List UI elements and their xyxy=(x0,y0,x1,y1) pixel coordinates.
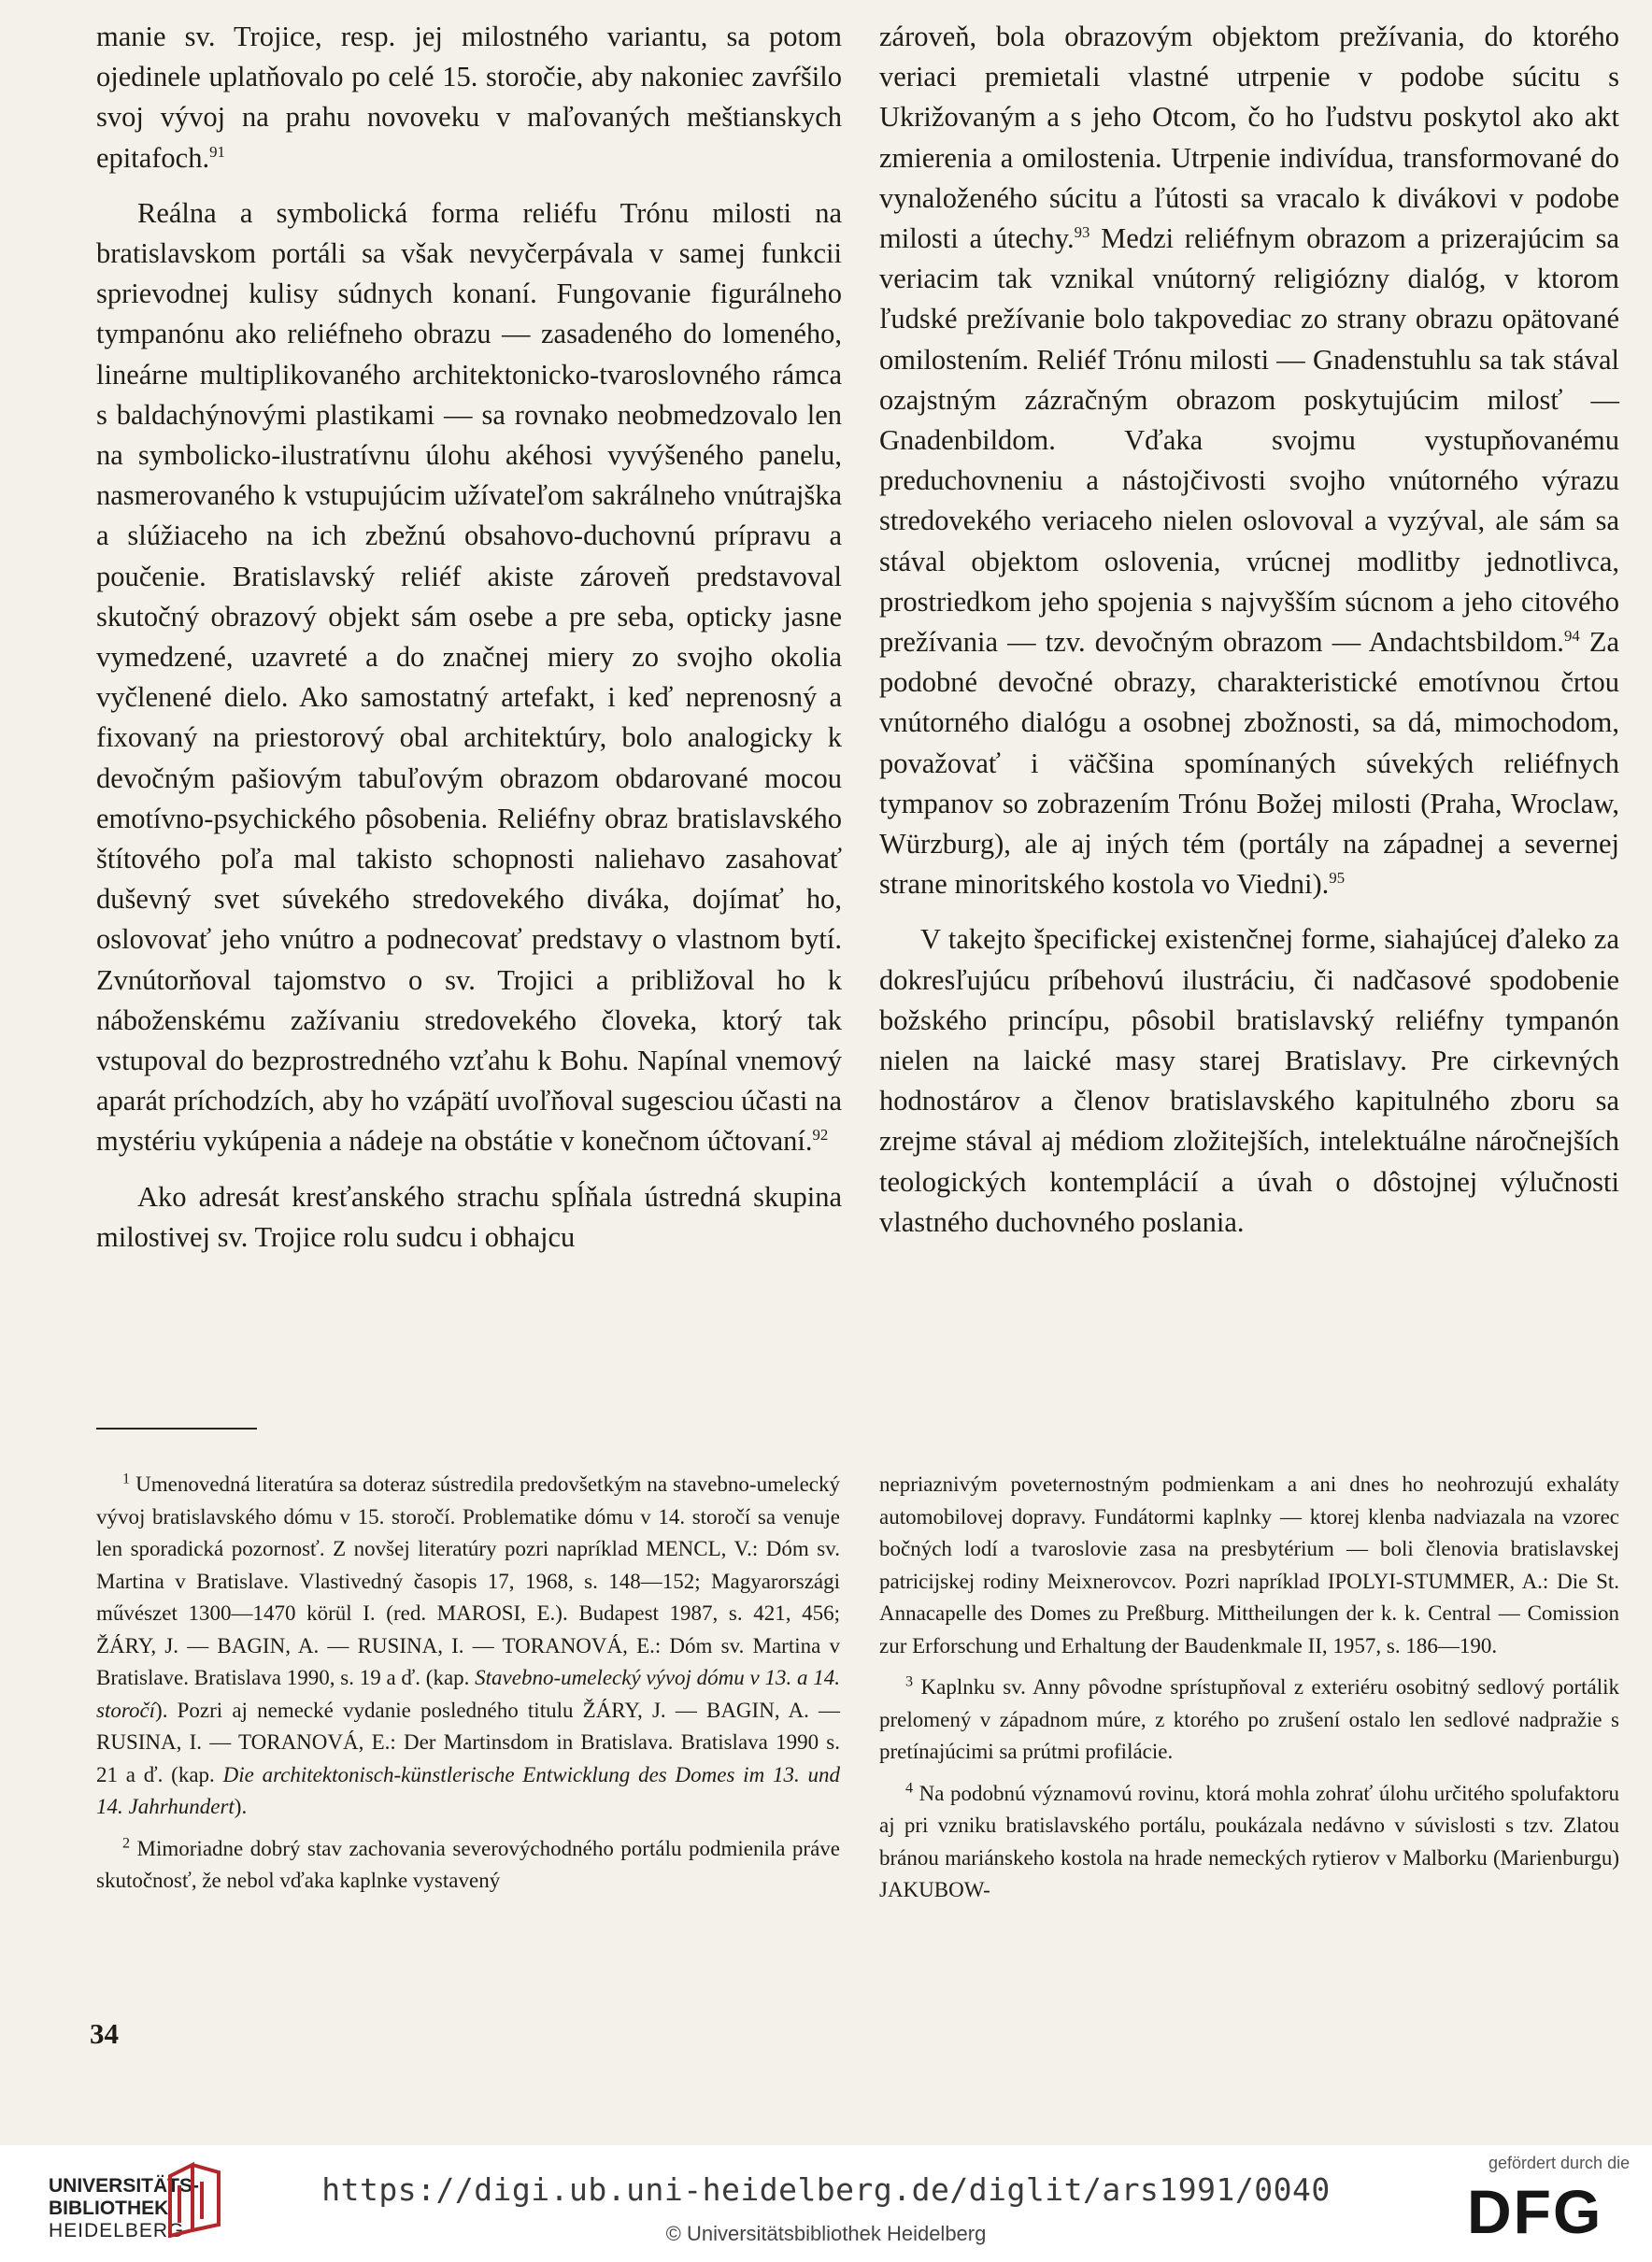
funding-label: gefördert durch die xyxy=(1488,2154,1631,2172)
footnote-continuation: nepriaznivým poveternostným podmienkam a ani dnes ho neohrozujú exhaláty automobilovej dopravy. Fundátormi kaplnky — ktorej klenba nadviazala na vzorec bočných lodí a tvaroslovie zasa na presbytérium — boli členovia bratislavskej patricijskej rodiny Meixnerovcov. Pozri napríklad IPOLYI-STUMMER, A.: Die St. Annacapelle des Domes zu Preßburg. Mittheilungen der k. k. Central — Comission zur Erforschung und Erhaltung der Baudenkmale II, 1957, s. 186—190. xyxy=(879,1472,1619,1657)
footnotes-left xyxy=(96,1469,840,1898)
footnote-ref[interactable]: 95 xyxy=(1329,869,1346,888)
footnote: $^2$ Mimoriadne dobrý stav zachovania severovýchodného portálu podmienila práve skutočnosť, že nebol vďaka kaplnke vystavený xyxy=(96,1834,841,1892)
permalink-url[interactable]: https://digi.ub.uni-heidelberg.de/diglit/ars1991/0040 xyxy=(321,2171,1331,2208)
footnote-number: 2 xyxy=(122,1834,131,1851)
footnote-separator xyxy=(96,1428,257,1430)
dfg-logo[interactable]: DFG xyxy=(1467,2177,1603,2246)
body-column-right xyxy=(879,17,1619,1243)
paragraph: zároveň, bola obrazovým objektom prežívania, do ktorého veriaci premietali vlastné utrpenie v podobe súcitu s Ukrižovaným a s jeho Otcom, čo ho ľudstvu poskytol ako akt zmierenia a omilostenia. Utrpenie indivídua, transformované do vynaloženého súcitu a ľútosti sa vracalo k divákovi v podobe milosti a útechy.$^{93}$ Medzi reliéfnym obrazom a prizerajúcim sa veriacim tak vznikal vnútorný religiózny dialóg, v ktorom ľudské prežívanie bolo takpovediac zo strany obrazu opätované omilostením. Reliéf Trónu milosti — Gnadenstuhlu sa tak stával ozajstným zázračným obrazom poskytujúcim milosť — Gnadenbildom. Vďaka svojmu vystupňovanému preduchovneniu a nástojčivosti svojho vnútorného výrazu stredovekého veriaceho nielen oslovoval a vyzýval, ale sám sa stával objektom oslovenia, vrúcnej modlitby jednotlivca, prostriedkom jeho spojenia s najvyšším súcnom a jeho citového prežívania — tzv. devočným obrazom — Andachtsbildom.$^{94}$ Za podobné devočné obrazy, charakteristické emotívnou črtou vnútorného dialógu a osobnej zbožnosti, sa dá, mimochodom, považovať i väčšina spomínaných súvekých reliéfnych tympanov so zobrazením Trónu Božej milosti (Praha, Wroclaw, Würzburg), ale aj iných tém (portály na západnej a severnej strane minoritského kostola vo Viedni).$^{95}$ xyxy=(879,21,1619,901)
paragraph: V takejto špecifickej existenčnej forme, siahajúcej ďaleko za dokresľujúcu príbehovú ilustráciu, či nadčasové spodobenie božského princípu, pôsobil bratislavský reliéfny tympanón nielen na laické masy starej Bratislavy. Pre cirkevných hodnostárov a členov bratislavského kapitulného zboru sa zrejme stával aj médiom zložitejších, intelektuálne náročnejších teologických kontemplácií a úvah o dôstojnej výlučnosti vlastného duchovného poslania. xyxy=(879,923,1619,1238)
footnote: $^3$ Kaplnku sv. Anny pôvodne sprístupňoval z exteriéru osobitný sedlový portálik prelomený v západnom múre, z ktorého po zrušení ostalo len sedlové nadpražie s pretínajúcimi sa prútmi profilácie. xyxy=(879,1673,1620,1763)
paragraph: Reálna a symbolická forma reliéfu Trónu milosti na bratislavskom portáli sa však nevyčerpávala v samej funkcii sprievodnej kulisy súdnych konaní. Fungovanie figurálneho tympanónu ako reliéfneho obrazu — zasadeného do lomeného, lineárne multiplikovaného architektonicko-tvaroslovného rámca s baldachýnovými plastikami — sa rovnako neobmedzovalo len na symbolicko-ilustratívnu úlohu akéhosi vyvýšeného panelu, nasmerovaného k vstupujúcim užívateľom sakrálneho vnútrajška a slúžiaceho na ich zbežnú obsahovo-duchovnú prípravu a poučenie. Bratislavský reliéf akiste zároveň predstavoval skutočný obrazový objekt sám osebe a pre seba, opticky jasne vymedzené, uzavreté a do značnej miery zo svojho okolia vyčlenené dielo. Ako samostatný artefakt, i keď neprenosný a fixovaný na priestorový obal architektúry, bolo analogicky k devočným pašiovým tabuľovým obrazom obdarované mocou emotívno-psychického pôsobenia. Reliéfny obraz bratislavského štítového poľa mal takisto schopnosti naliehavo zasahovať duševný svet súvekého stredovekého diváka, dojímať ho, oslovovať jeho vnútro a podnecovať predstavy o vlastnom bytí. Zvnútorňoval tajomstvo o sv. Trojici a približoval ho k náboženskému zažívaniu stredovekého človeka, ktorý tak vstupoval do bezprostredného vzťahu k Bohu. Napínal vnemový aparát príchodzích, aby ho vzápätí uvoľňoval sugesciou účasti na mystériu vykúpenia a nádeje na obstátie v konečnom účtovaní.$^{92}$ xyxy=(96,196,842,1158)
body-column-left xyxy=(96,17,842,1258)
footnote-number: 3 xyxy=(905,1673,914,1690)
page-number: 34 xyxy=(90,2017,119,2050)
footnote: $^1$ Umenovedná literatúra sa doteraz sústredila predovšetkým na stavebno-umelecký vývoj bratislavského dómu v 15. storočí. Problematike dómu v 14. storočí sa venuje len sporadická pozornosť. Z novšej literatúry pozri napríklad MENCL, V.: Dóm sv. Martina v Bratislave. Vlastivedný časopis 17, 1968, s. 148—152; Magyarországi művészet 1300—1470 körül I. (red. MAROSI, E.). Budapest 1987, s. 421, 456; ŽÁRY, J. — BAGIN, A. — RUSINA, I. — TORANOVÁ, E.: Dóm sv. Martina v Bratislave. Bratislava 1990, s. 19 a ď. (kap. Stavebno-umelecký vývoj dómu v 13. a 14. storočí). Pozri aj nemecké vydanie posledného titulu ŽÁRY, J. — BAGIN, A. — RUSINA, I. — TORANOVÁ, E.: Der Martinsdom in Bratislava. Bratislava 1990 s. 21 a ď. (kap. Die architektonisch-künstlerische Entwicklung des Domes im 13. und 14. Jahrhundert). xyxy=(96,1471,841,1818)
paragraph: Ako adresát kresťanského strachu spĺňala ústredná skupina milostivej sv. Trojice rolu sudcu i obhajcu xyxy=(96,1180,842,1253)
footnotes-right xyxy=(879,1469,1619,1907)
footnote-ref[interactable]: 94 xyxy=(1563,626,1580,645)
footnote-ref[interactable]: 91 xyxy=(209,142,225,161)
paragraph: manie sv. Trojice, resp. jej milostného variantu, sa potom ojedinele uplatňovalo po celé 15. storočie, aby nakoniec zavŕšilo svoj vývoj na prahu novoveku v maľovaných meštianskych epitafoch.$^{91}$ xyxy=(96,21,842,174)
footnote-number: 4 xyxy=(905,1779,914,1796)
footnote-ref[interactable]: 92 xyxy=(812,1126,829,1145)
footnote: $^4$ Na podobnú významovú rovinu, ktorá mohla zohrať úlohu určitého spolufaktoru aj pri vzniku bratislavského portálu, poukázala nedávno v súvislosti s tzv. Zlatou bránou mariánskeho kostola na hrade nemeckých rytierov v Malborku (Marienburgu) JAKUBOW- xyxy=(879,1779,1619,1901)
copyright-notice: © Universitätsbibliothek Heidelberg xyxy=(665,2222,987,2245)
library-wordmark[interactable]: UNIVERSITÄTS- BIBLIOTHEK HEIDELBERG xyxy=(49,2175,200,2241)
footnote-number: 1 xyxy=(122,1471,131,1487)
footnote-ref[interactable]: 93 xyxy=(1074,222,1090,241)
